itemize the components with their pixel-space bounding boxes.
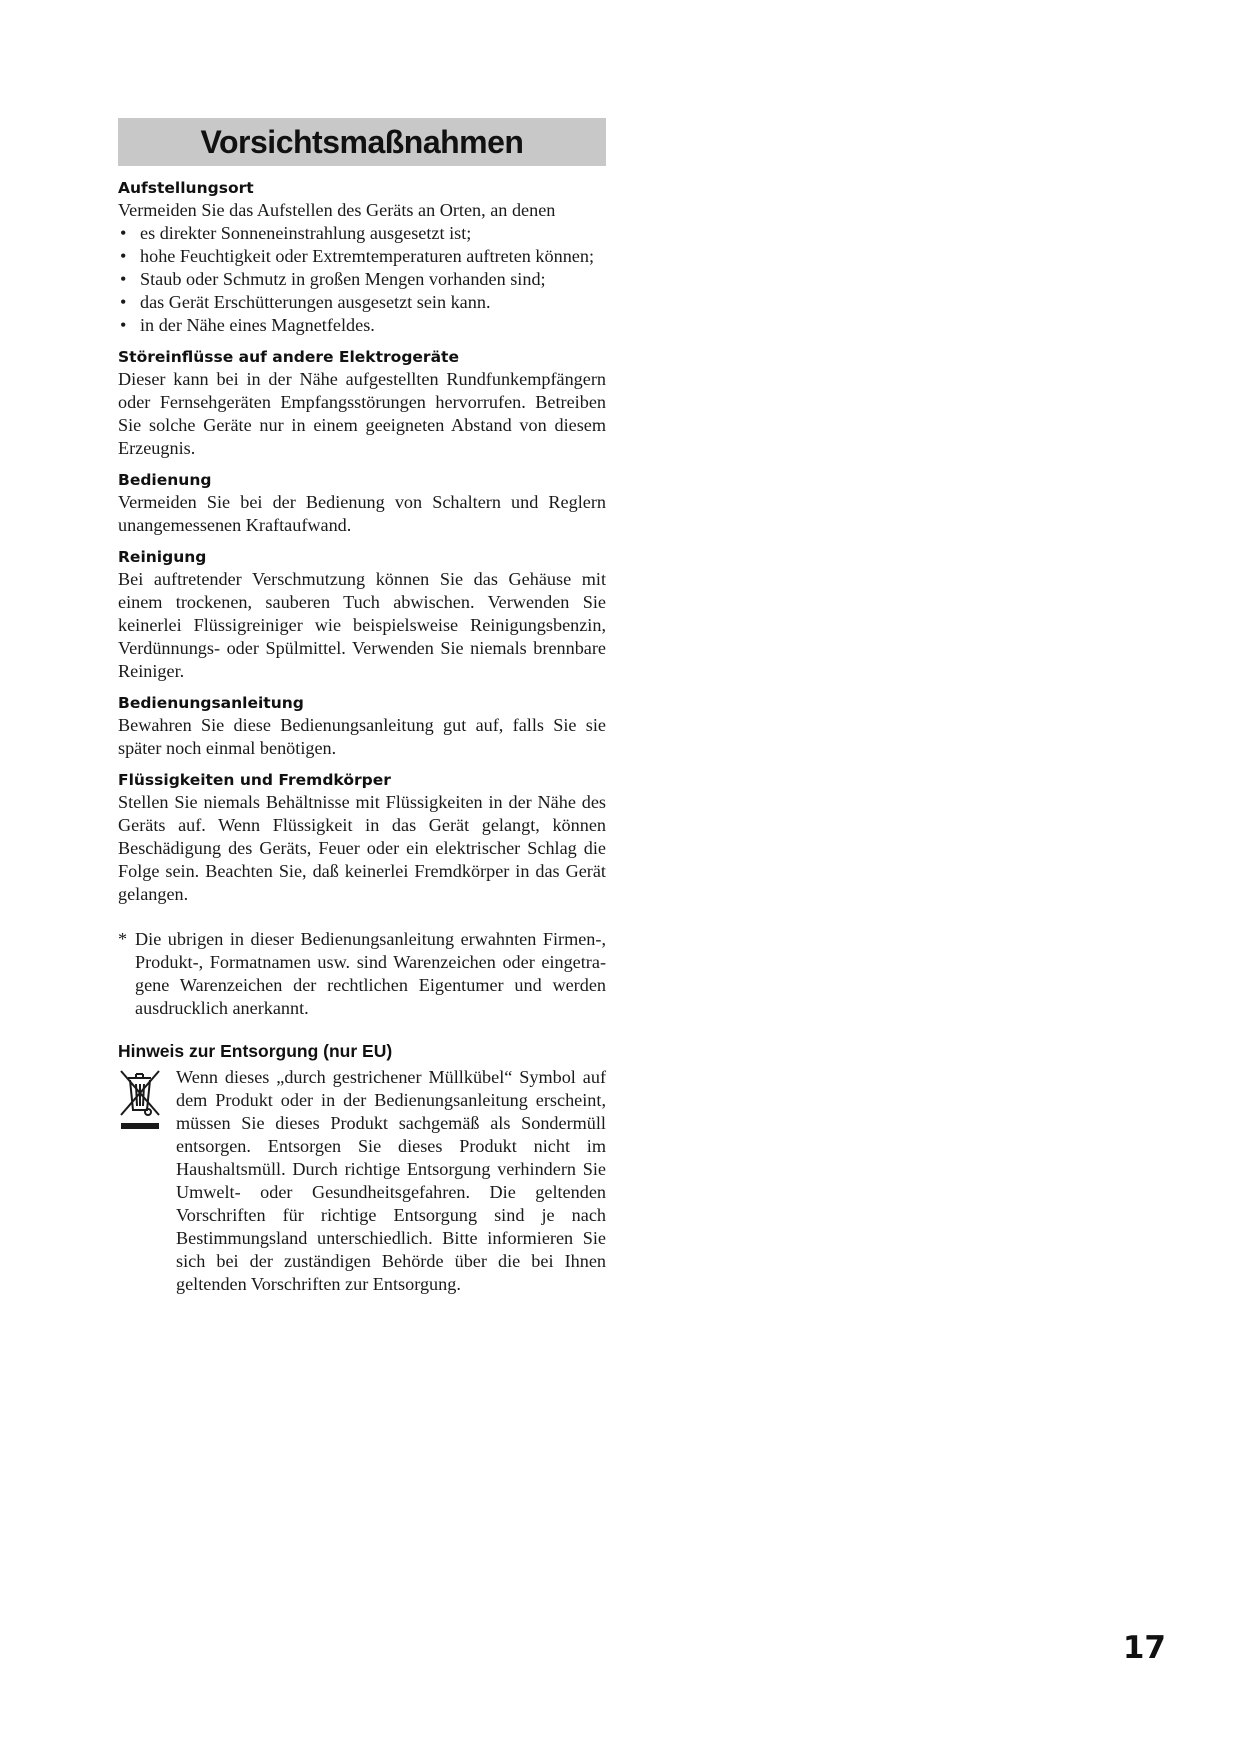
section-text: Dieser kann bei in der Nähe aufgestellten Rundfunkempfängern oder Fernsehgeräten Empfangsstörungen hervorrufen. Betreiben Sie solche Geräte nur in einem geeigneten Abstand von diesem Erzeugnis. bbox=[118, 369, 606, 458]
section-bedienungsanleitung bbox=[118, 693, 606, 760]
bullet-item: • das Gerät Erschütterungen ausgesetzt sein kann. bbox=[118, 291, 606, 314]
section-stoereinfluesse bbox=[118, 347, 606, 460]
bullet-item: • es direkter Sonneneinstrahlung ausgesetzt ist; bbox=[118, 222, 606, 245]
trademark-footnote bbox=[118, 928, 606, 1020]
section-text: Bewahren Sie diese Bedienungsanleitung gut auf, falls Sie sie später noch einmal benötigen. bbox=[118, 715, 606, 758]
section-reinigung bbox=[118, 547, 606, 683]
crossed-out-wheelie-bin-icon bbox=[118, 1068, 162, 1137]
section-text: Bei auftretender Verschmutzung können Sie das Gehäuse mit einem trockenen, sauberen Tuch abwischen. Verwenden Sie keinerlei Flüssigreiniger wie beispielsweise Reinigungsbenzin, Verdünnungs- oder Spülmittel. Verwenden Sie niemals brennbare Reiniger. bbox=[118, 569, 606, 681]
section-intro: Vermeiden Sie das Aufstellen des Geräts an Orten, an denen bbox=[118, 200, 556, 220]
disposal-section bbox=[118, 1040, 606, 1296]
content-column bbox=[118, 118, 606, 1296]
section-aufstellungsort bbox=[118, 178, 606, 337]
bullet-item: • in der Nähe eines Magnetfeldes. bbox=[118, 314, 606, 337]
section-heading: Störeinflüsse auf andere Elektrogeräte bbox=[118, 348, 459, 366]
section-heading: Flüssigkeiten und Fremdkörper bbox=[118, 771, 391, 789]
disposal-text: Wenn dieses „durch gestrichener Müllkübel“ Symbol auf dem Produkt oder in der Bedienungsanleitung erscheint, müssen Sie dieses Produkt sachgemäß als Sondermüll entsorgen. Entsorgen Sie dieses Produkt nicht im Haushaltsmüll. Durch richtige Entsorgung verhindern Sie Umwelt- oder Gesundheitsgefahren. Die geltenden Vorschriften für richtige Entsorgung sind je nach Bestimmungsland unterschiedlich. Bitte informieren Sie sich bei der zuständigen Behörde über die bei Ihnen geltenden Vorschriften zur Entsorgung. bbox=[176, 1067, 606, 1294]
bullet-item: • hohe Feuchtigkeit oder Extremtemperaturen auftreten können; bbox=[118, 245, 606, 268]
disposal-heading: Hinweis zur Entsorgung (nur EU) bbox=[118, 1041, 393, 1061]
bullet-list bbox=[118, 222, 606, 337]
footnote-marker: * bbox=[118, 929, 128, 949]
section-fluessigkeiten bbox=[118, 770, 606, 906]
section-bedienung bbox=[118, 470, 606, 537]
page-title: Vorsichtsmaßnahmen bbox=[200, 123, 524, 160]
bullet-item: • Staub oder Schmutz in großen Mengen vorhanden sind; bbox=[118, 268, 606, 291]
page-number: 17 bbox=[1122, 1630, 1166, 1666]
title-bar bbox=[118, 118, 606, 166]
footnote-text: Die ubrigen in dieser Bedienungsanleitung erwahnten Firmen-, Produkt-, Formatnamen usw. sind Warenzeichen oder eingetra-gene Warenzeichen der rechtlichen Eigentumer und werden ausdrucklich anerkannt. bbox=[135, 929, 606, 1018]
section-text: Vermeiden Sie bei der Bedienung von Schaltern und Reglern unangemessenen Kraftaufwand. bbox=[118, 492, 606, 535]
section-heading: Bedienung bbox=[118, 471, 212, 489]
section-heading: Reinigung bbox=[118, 548, 207, 566]
disposal-row bbox=[118, 1066, 606, 1296]
section-text: Stellen Sie niemals Behältnisse mit Flüssigkeiten in der Nähe des Geräts auf. Wenn Flüssigkeit in das Gerät gelangt, können Beschädigung des Geräts, Feuer oder ein elektrischer Schlag die Folge sein. Beachten Sie, daß keinerlei Fremdkörper in das Gerät gelangen. bbox=[118, 792, 606, 904]
section-heading: Aufstellungsort bbox=[118, 179, 254, 197]
section-heading: Bedienungsanleitung bbox=[118, 694, 304, 712]
